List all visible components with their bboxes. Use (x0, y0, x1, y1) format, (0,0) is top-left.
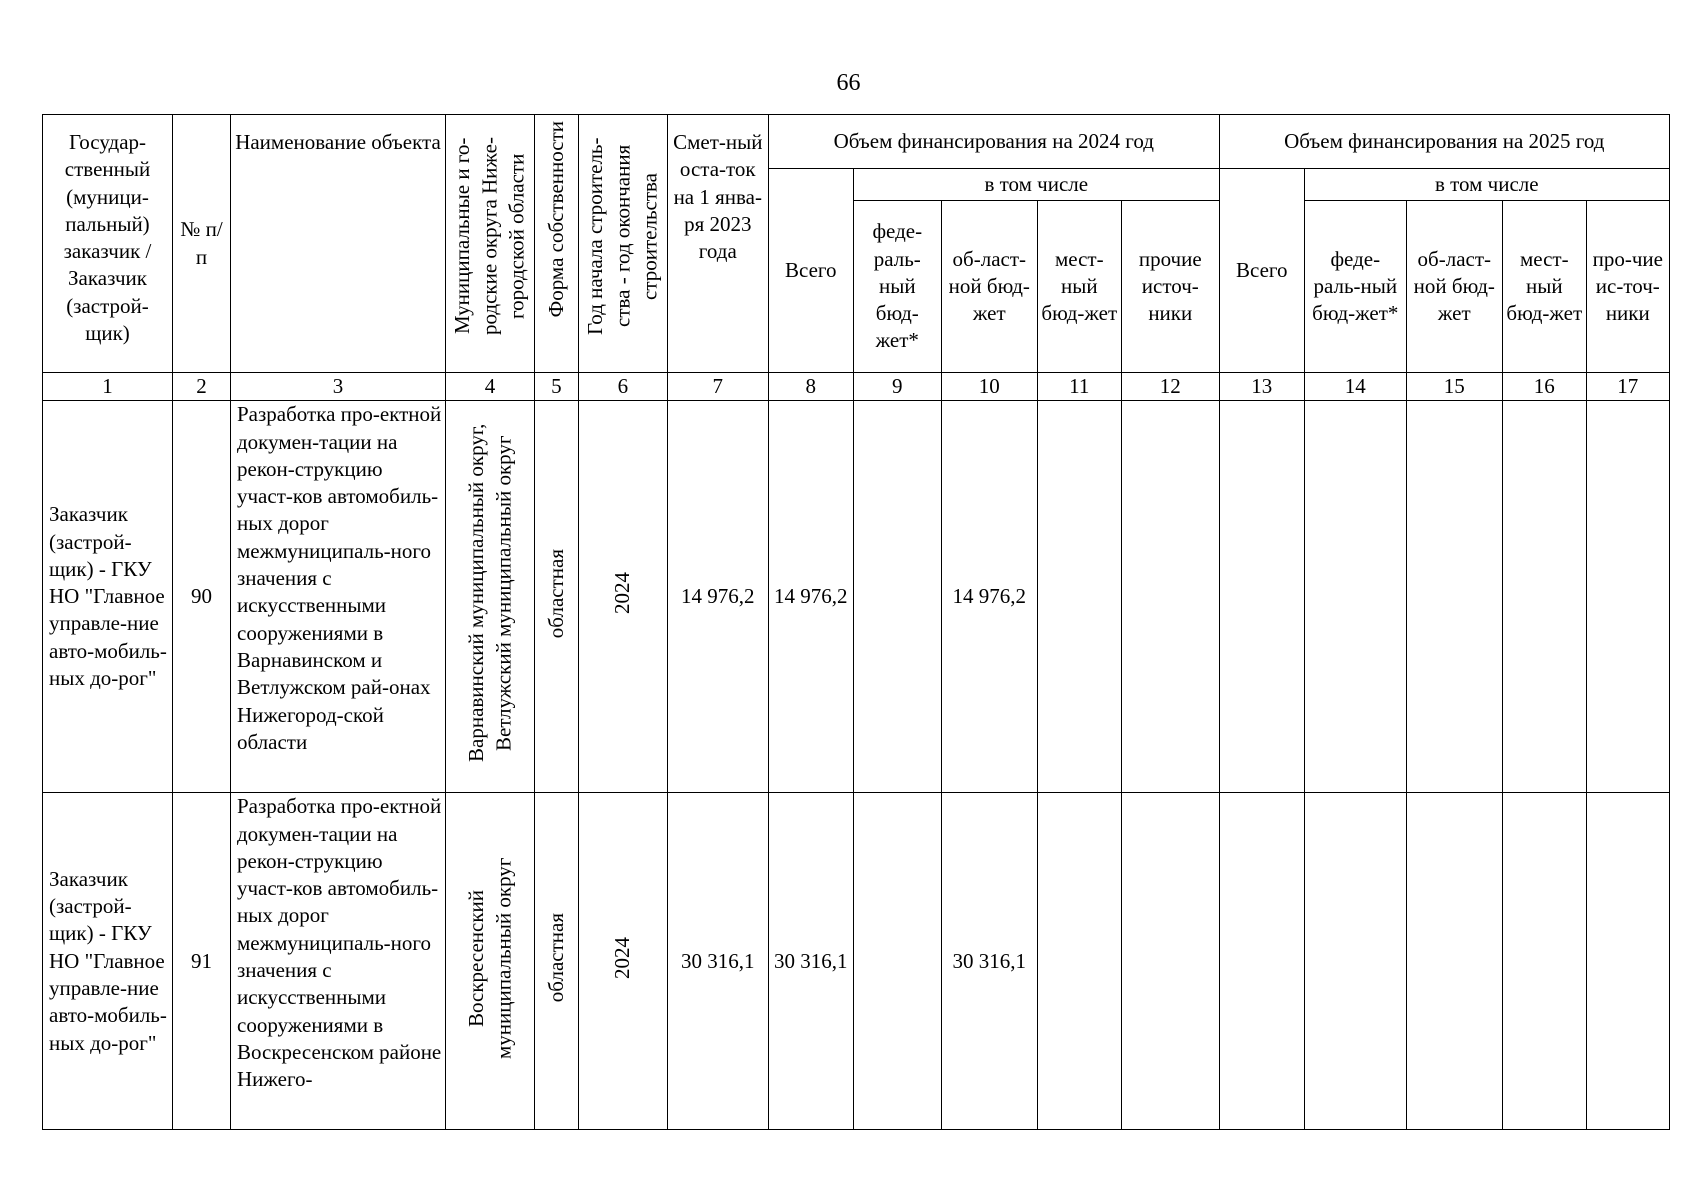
header-other-2024: прочие источ-ники (1121, 201, 1219, 373)
row-remaining: 30 316,1 (667, 793, 768, 1130)
row-number: 90 (173, 401, 231, 793)
header-including-2025: в том числе (1304, 169, 1669, 201)
header-federal-2024: феде-раль-ный бюд-жет* (853, 201, 941, 373)
header-including-2024: в том числе (853, 169, 1219, 201)
column-number: 3 (231, 373, 446, 401)
row-regional-2024: 14 976,2 (941, 401, 1037, 793)
row-regional-2025 (1406, 793, 1502, 1130)
table-row (43, 793, 1670, 1130)
column-number: 10 (941, 373, 1037, 401)
row-local-2025 (1502, 793, 1586, 1130)
page-number: 66 (836, 70, 861, 96)
header-local-2024: мест-ный бюд-жет (1037, 201, 1121, 373)
header-regional-2025: об-ласт-ной бюд-жет (1406, 201, 1502, 373)
column-number: 12 (1121, 373, 1219, 401)
column-number: 16 (1502, 373, 1586, 401)
column-number: 1 (43, 373, 173, 401)
header-total-2025: Всего (1219, 169, 1304, 373)
row-years: 2024 (578, 401, 667, 793)
row-customer: Заказчик (застрой-щик) - ГКУ НО "Главное управле-ние авто-мобиль-ных до-рог" (43, 793, 173, 1130)
header-other-2025: про-чие ис-точ-ники (1586, 201, 1669, 373)
table-row (43, 401, 1670, 793)
header-object-name: Наименование объекта (231, 115, 446, 373)
header-years: Год начала строитель-ства - год окончания строительства (578, 115, 667, 373)
header-funding-2025: Объем финансирования на 2025 год (1219, 115, 1669, 169)
row-other-2025 (1586, 793, 1669, 1130)
header-local-2025: мест-ный бюд-жет (1502, 201, 1586, 373)
row-other-2025 (1586, 401, 1669, 793)
header-municipalities: Муниципальные и го-родские округа Ниже-городской области (446, 115, 535, 373)
column-number: 13 (1219, 373, 1304, 401)
row-local-2024 (1037, 793, 1121, 1130)
row-municipality: Варнавинский муниципальный округ, Ветлужский муниципальный округ (446, 401, 535, 793)
row-regional-2024: 30 316,1 (941, 793, 1037, 1130)
row-number: 91 (173, 793, 231, 1130)
row-total-2025 (1219, 793, 1304, 1130)
header-federal-2025: феде-раль-ный бюд-жет* (1304, 201, 1406, 373)
header-total-2024: Всего (768, 169, 853, 373)
column-number: 4 (446, 373, 535, 401)
header-ownership: Форма собственности (534, 115, 578, 373)
column-number: 6 (578, 373, 667, 401)
row-federal-2024 (853, 401, 941, 793)
column-number: 7 (667, 373, 768, 401)
column-number: 5 (534, 373, 578, 401)
column-number: 14 (1304, 373, 1406, 401)
row-local-2024 (1037, 401, 1121, 793)
row-federal-2025 (1304, 793, 1406, 1130)
row-total-2024: 14 976,2 (768, 401, 853, 793)
row-federal-2025 (1304, 401, 1406, 793)
row-ownership: областная (534, 401, 578, 793)
column-number: 2 (173, 373, 231, 401)
row-remaining: 14 976,2 (667, 401, 768, 793)
column-number: 8 (768, 373, 853, 401)
row-other-2024 (1121, 793, 1219, 1130)
header-regional-2024: об-ласт-ной бюд-жет (941, 201, 1037, 373)
row-total-2024: 30 316,1 (768, 793, 853, 1130)
header-number: № п/п (173, 115, 231, 373)
header-remaining-cost: Смет-ный оста-ток на 1 янва-ря 2023 года (667, 115, 768, 373)
header-customer: Государ-ственный (муници-пальный) заказчик / Заказчик (застрой-щик) (43, 115, 173, 373)
row-regional-2025 (1406, 401, 1502, 793)
row-total-2025 (1219, 401, 1304, 793)
row-federal-2024 (853, 793, 941, 1130)
column-number: 15 (1406, 373, 1502, 401)
row-customer: Заказчик (застрой-щик) - ГКУ НО "Главное управле-ние авто-мобиль-ных до-рог" (43, 401, 173, 793)
row-other-2024 (1121, 401, 1219, 793)
row-ownership: областная (534, 793, 578, 1130)
row-years: 2024 (578, 793, 667, 1130)
funding-table (42, 114, 1670, 1130)
row-municipality: Воскресенский муниципальный округ (446, 793, 535, 1130)
column-number: 11 (1037, 373, 1121, 401)
column-numbers-row (43, 373, 1670, 401)
row-local-2025 (1502, 401, 1586, 793)
row-object-name: Разработка про-ектной докумен-тации на рекон-струкцию участ-ков автомобиль-ных дорог межмуниципаль-ного значения с искусственными сооружениями в Варнавинском и Ветлужском рай-онах Нижегород-ской области (231, 401, 446, 793)
row-object-name: Разработка про-ектной докумен-тации на рекон-струкцию участ-ков автомобиль-ных дорог межмуниципаль-ного значения с искусственными сооружениями в Воскресенском районе Нижего- (231, 793, 446, 1130)
column-number: 9 (853, 373, 941, 401)
header-funding-2024: Объем финансирования на 2024 год (768, 115, 1219, 169)
column-number: 17 (1586, 373, 1669, 401)
